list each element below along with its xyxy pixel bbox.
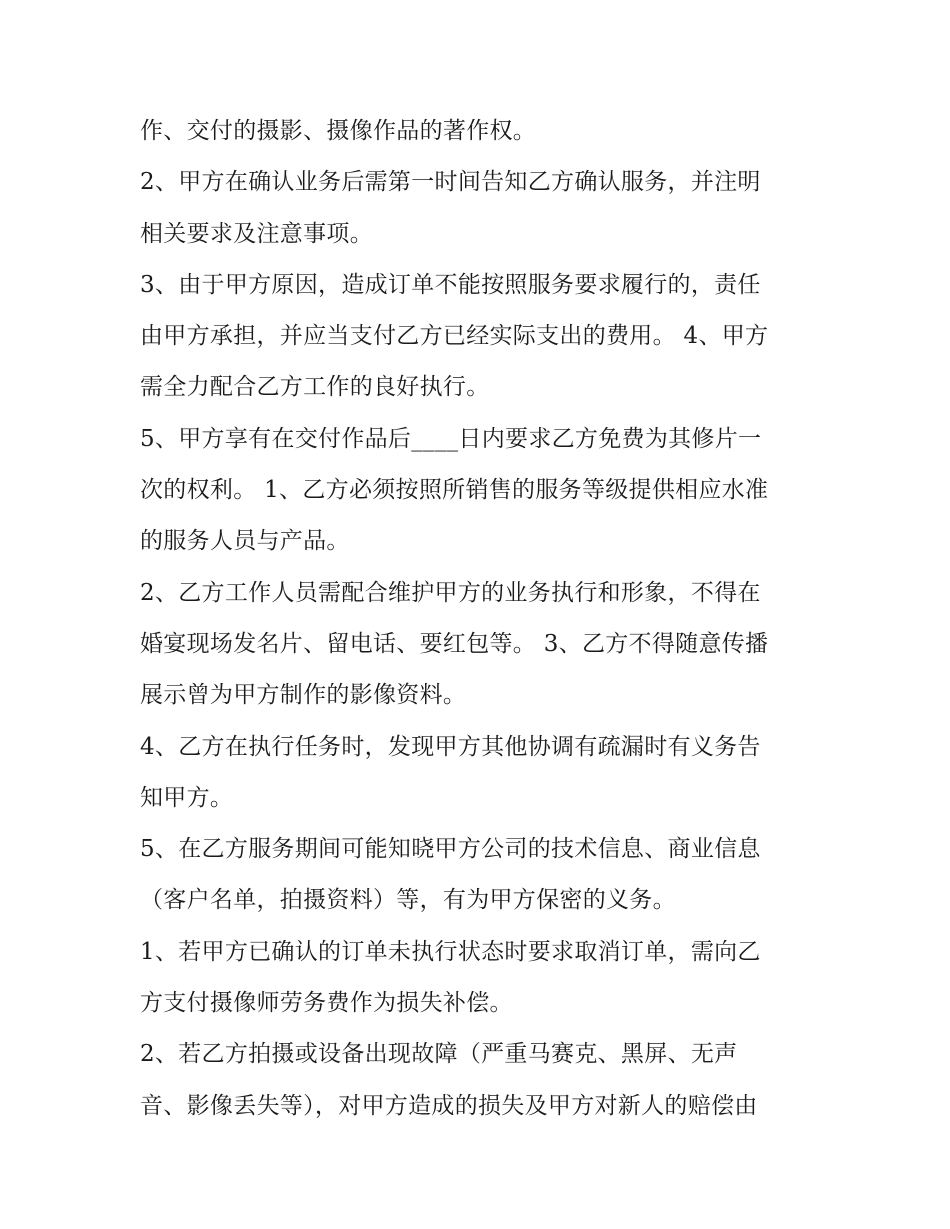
text-line: 音、影像丢失等），对甲方造成的损失及甲方对新人的赔偿由 (140, 1092, 758, 1119)
text-line: 由甲方承担，并应当支付乙方已经实际支出的费用。 4、甲方 (140, 323, 769, 350)
text-line: 知甲方。 (140, 784, 234, 811)
text-line: 5、甲方享有在交付作品后____日内要求乙方免费为其修片一 (140, 425, 762, 452)
text-line: 作、交付的摄影、摄像作品的著作权。 (140, 118, 537, 144)
text-line: 5、在乙方服务期间可能知晓甲方公司的技术信息、商业信息 (140, 836, 761, 863)
text-line: （客户名单，拍摄资料）等，有为甲方保密的义务。 (140, 887, 676, 914)
text-line: 次的权利。 1、乙方必须按照所销售的服务等级提供相应水准 (140, 477, 769, 504)
text-line: 婚宴现场发名片、留电话、要红包等。 3、乙方不得随意传播 (140, 630, 769, 657)
text-line: 的服务人员与产品。 (140, 528, 350, 555)
text-line: 需全力配合乙方工作的良好执行。 (140, 374, 490, 401)
text-line: 2、甲方在确认业务后需第一时间告知乙方确认服务，并注明 (140, 169, 761, 196)
text-line: 4、乙方在执行任务时，发现甲方其他协调有疏漏时有义务告 (140, 733, 761, 760)
text-line: 2、若乙方拍摄或设备出现故障（严重马赛克、黑屏、无声 (140, 1041, 738, 1068)
text-line: 3、由于甲方原因，造成订单不能按照服务要求履行的，责任 (140, 271, 761, 298)
text-line: 展示曾为甲方制作的影像资料。 (140, 682, 467, 709)
document-body (140, 106, 820, 1132)
text-line: 1、若甲方已确认的订单未执行状态时要求取消订单，需向乙 (140, 938, 761, 965)
text-line: 2、乙方工作人员需配合维护甲方的业务执行和形象，不得在 (140, 579, 761, 606)
text-line: 相关要求及注意事项。 (140, 220, 373, 247)
text-line: 方支付摄像师劳务费作为损失补偿。 (140, 990, 513, 1017)
